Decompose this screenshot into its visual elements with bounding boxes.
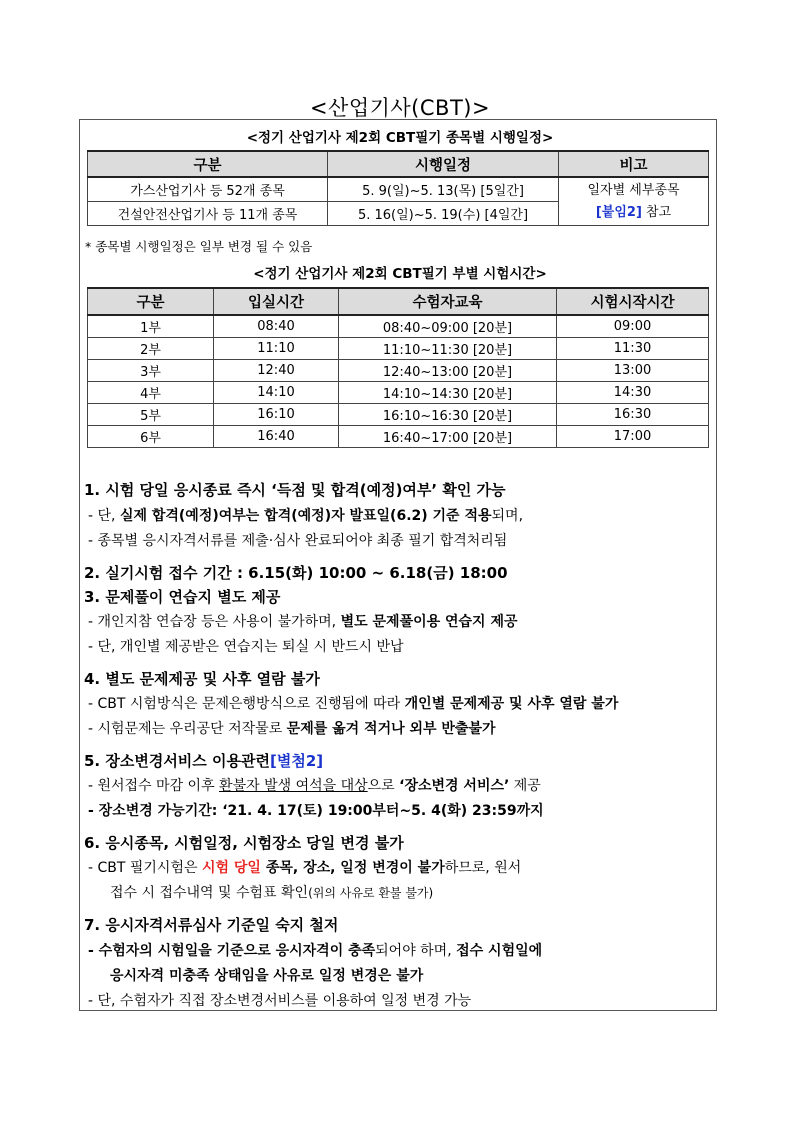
text-span: ‘장소변경 서비스’ — [399, 778, 510, 794]
table-cell: 5. 9(일)~5. 13(목) [5일간] — [328, 177, 559, 202]
table-cell: 12:40~13:00 [20분] — [339, 360, 557, 382]
table-cell: 14:10~14:30 [20분] — [339, 382, 557, 404]
schedule-by-session-table — [87, 287, 709, 448]
table-cell: 16:40~17:00 [20분] — [339, 426, 557, 448]
text-span: 환불자 발생 여석을 대상 — [219, 778, 368, 794]
table-cell: 5부 — [88, 404, 214, 426]
text-span: 접수 시험일에 — [456, 943, 543, 959]
text-span: - 수험자의 시험일을 기준으로 응시자격이 충족 — [88, 943, 376, 959]
table-header-row — [88, 151, 709, 177]
table-cell: 12:40 — [214, 360, 339, 382]
remark-text: 일자별 세부종목 — [587, 182, 680, 198]
section-2-heading: 2. 실기시험 접수 기간 : 6.15(화) 10:00 ~ 6.18(금) 18:00 — [84, 564, 508, 582]
table-cell: 2부 — [88, 338, 214, 360]
remark-suffix: 참고 — [641, 204, 672, 220]
table-cell: 4부 — [88, 382, 214, 404]
table-row — [88, 426, 709, 448]
text-span: - 개인지참 연습장 등은 사용이 불가하며, — [88, 614, 341, 630]
table-cell: 17:00 — [557, 426, 709, 448]
table-cell: 5. 16(일)~5. 19(수) [4일간] — [328, 202, 559, 226]
section-5-line-1 — [88, 775, 541, 795]
table-cell: 3부 — [88, 360, 214, 382]
table-header: 구분 — [88, 288, 214, 315]
section-7-heading: 7. 응시자격서류심사 기준일 숙지 철저 — [84, 916, 339, 934]
text-span: - 시험문제는 우리공단 저작물로 — [88, 721, 287, 737]
table-cell: 09:00 — [557, 315, 709, 338]
attachment-link: [별첨2] — [269, 752, 324, 770]
section-4-heading: 4. 별도 문제제공 및 사후 열람 불가 — [84, 670, 320, 688]
table-header: 비고 — [559, 151, 709, 177]
section-3-heading: 3. 문제풀이 연습지 별도 제공 — [84, 588, 281, 606]
text-span: 시험 당일 — [201, 860, 261, 876]
table-header: 입실시간 — [214, 288, 339, 315]
table-row — [88, 382, 709, 404]
table-row — [88, 315, 709, 338]
table-cell: 건설안전산업기사 등 11개 종목 — [88, 202, 328, 226]
text-span: 되어야 하며, — [375, 943, 457, 959]
table-cell: 08:40 — [214, 315, 339, 338]
table-header: 시행일정 — [328, 151, 559, 177]
table-cell: 16:30 — [557, 404, 709, 426]
text-span: 개인별 문제제공 및 사후 열람 불가 — [404, 696, 619, 712]
text-span: 제공 — [509, 778, 541, 794]
text-span: - CBT 시험방식은 문제은행방식으로 진행됨에 따라 — [88, 696, 405, 712]
schedule-note: * 종목별 시행일정은 일부 변경 될 수 있음 — [85, 239, 313, 254]
section-1-line-1 — [88, 505, 523, 525]
table-cell: 16:10 — [214, 404, 339, 426]
section-7-line-3: - 단, 수험자가 직접 장소변경서비스를 이용하여 일정 변경 가능 — [88, 993, 472, 1009]
text-span: 하므로, 원서 — [444, 860, 522, 876]
section-7-line-2: 응시자격 미충족 상태임을 사유로 일정 변경은 불가 — [110, 968, 424, 984]
section-1-line-2: - 종목별 응시자격서류를 제출·심사 완료되어야 최종 필기 합격처리됨 — [88, 533, 508, 549]
section-1-heading: 1. 시험 당일 응시종료 즉시 ‘득점 및 합격(예정)여부’ 확인 가능 — [84, 481, 506, 499]
table-row — [88, 360, 709, 382]
text-span: - CBT 필기시험은 — [88, 860, 202, 876]
text-span: 종목, 장소, 일정 — [260, 860, 373, 876]
table-cell: 11:10 — [214, 338, 339, 360]
remark-link: [붙임2] — [595, 204, 642, 220]
table-cell: 11:30 — [557, 338, 709, 360]
schedule-by-item-title: <정기 산업기사 제2회 CBT필기 종목별 시행일정> — [246, 130, 554, 146]
section-7-line-1 — [88, 940, 542, 960]
table-cell: 가스산업기사 등 52개 종목 — [88, 177, 328, 202]
page-title: <산업기사(CBT)> — [309, 96, 491, 120]
table-row — [88, 338, 709, 360]
section-5-line-2: - 장소변경 가능기간: ‘21. 4. 17(토) 19:00부터~5. 4(화) 23:59까지 — [88, 803, 544, 819]
text-span: 실제 합격(예정)여부는 합격(예정)자 발표일(6.2) 기준 적용 — [119, 508, 492, 524]
text-span: (위의 사유로 환불 불가) — [308, 886, 434, 900]
table-cell: 13:00 — [557, 360, 709, 382]
text-span: 되며, — [491, 508, 524, 524]
table-header: 구분 — [88, 151, 328, 177]
table-header-row — [88, 288, 709, 315]
table-cell: 14:10 — [214, 382, 339, 404]
table-cell: 14:30 — [557, 382, 709, 404]
section-3-line-1 — [88, 611, 518, 631]
remark-cell — [559, 177, 709, 226]
table-cell: 16:40 — [214, 426, 339, 448]
table-cell: 6부 — [88, 426, 214, 448]
section-6-line-1 — [88, 857, 521, 877]
section-5-heading — [84, 750, 323, 771]
schedule-by-session-title: <정기 산업기사 제2회 CBT필기 부별 시험시간> — [253, 266, 547, 282]
table-cell: 08:40~09:00 [20분] — [339, 315, 557, 338]
section-6-line-2 — [110, 882, 433, 902]
text-span: 문제를 옮겨 적거나 외부 반출불가 — [286, 721, 496, 737]
table-cell: 16:10~16:30 [20분] — [339, 404, 557, 426]
table-header: 수험자교육 — [339, 288, 557, 315]
text-span: 5. 장소변경서비스 이용관련 — [84, 752, 270, 770]
table-cell: 1부 — [88, 315, 214, 338]
text-span: 접수 시 접수내역 및 수험표 확인 — [110, 885, 309, 901]
section-4-line-2 — [88, 718, 496, 738]
text-span: 변경이 불가 — [372, 860, 445, 876]
table-row — [88, 404, 709, 426]
schedule-by-item-table — [87, 150, 709, 226]
section-4-line-1 — [88, 693, 618, 713]
text-span: 별도 문제풀이용 연습지 제공 — [340, 614, 518, 630]
table-header: 시험시작시간 — [557, 288, 709, 315]
table-cell: 11:10~11:30 [20분] — [339, 338, 557, 360]
text-span: - 단, — [88, 508, 120, 524]
section-6-heading: 6. 응시종목, 시험일정, 시험장소 당일 변경 불가 — [84, 834, 404, 852]
text-span: 으로 — [367, 778, 400, 794]
table-row — [88, 177, 709, 202]
section-3-line-2: - 단, 개인별 제공받은 연습지는 퇴실 시 반드시 반납 — [88, 639, 404, 655]
text-span: - 원서접수 마감 이후 — [88, 778, 220, 794]
